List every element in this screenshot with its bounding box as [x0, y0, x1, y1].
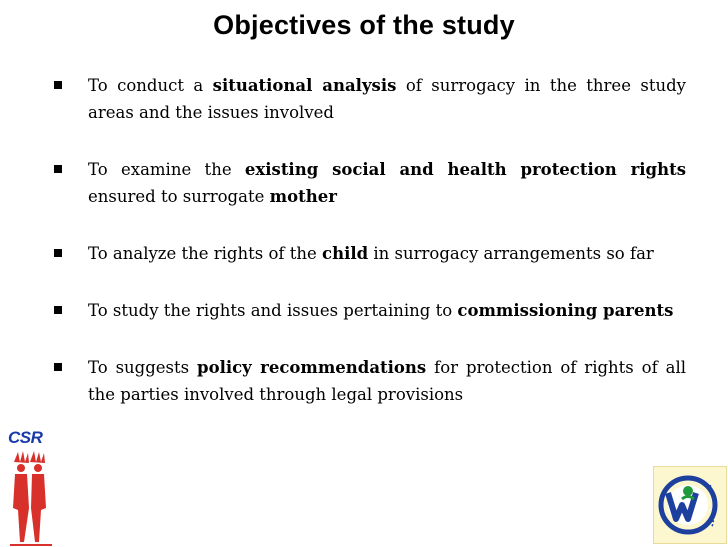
csr-logo-text: CSR [8, 428, 43, 447]
objective-item: To analyze the rights of the child in surrogacy arrangements so far [52, 240, 686, 267]
objective-item: To conduct a situational analysis of surrogacy in the three study areas and the issues involved [52, 72, 686, 126]
square-bullet-icon [54, 306, 62, 314]
square-bullet-icon [54, 249, 62, 257]
square-bullet-icon [54, 81, 62, 89]
square-bullet-icon [54, 165, 62, 173]
ministry-logo [653, 466, 727, 544]
slide-title: Objectives of the study [213, 10, 515, 40]
csr-logo [8, 428, 56, 544]
csr-figures-icon [8, 450, 56, 546]
objective-item: To examine the existing social and health protection rights ensured to surrogate mother [52, 156, 686, 210]
objectives-list [52, 72, 686, 438]
objective-item: To suggests policy recommendations for protection of rights of all the parties involved through legal provisions [52, 354, 686, 408]
objective-item: To study the rights and issues pertaining to commissioning parents [52, 297, 686, 324]
square-bullet-icon [54, 363, 62, 371]
ministry-emblem-icon [654, 467, 726, 543]
